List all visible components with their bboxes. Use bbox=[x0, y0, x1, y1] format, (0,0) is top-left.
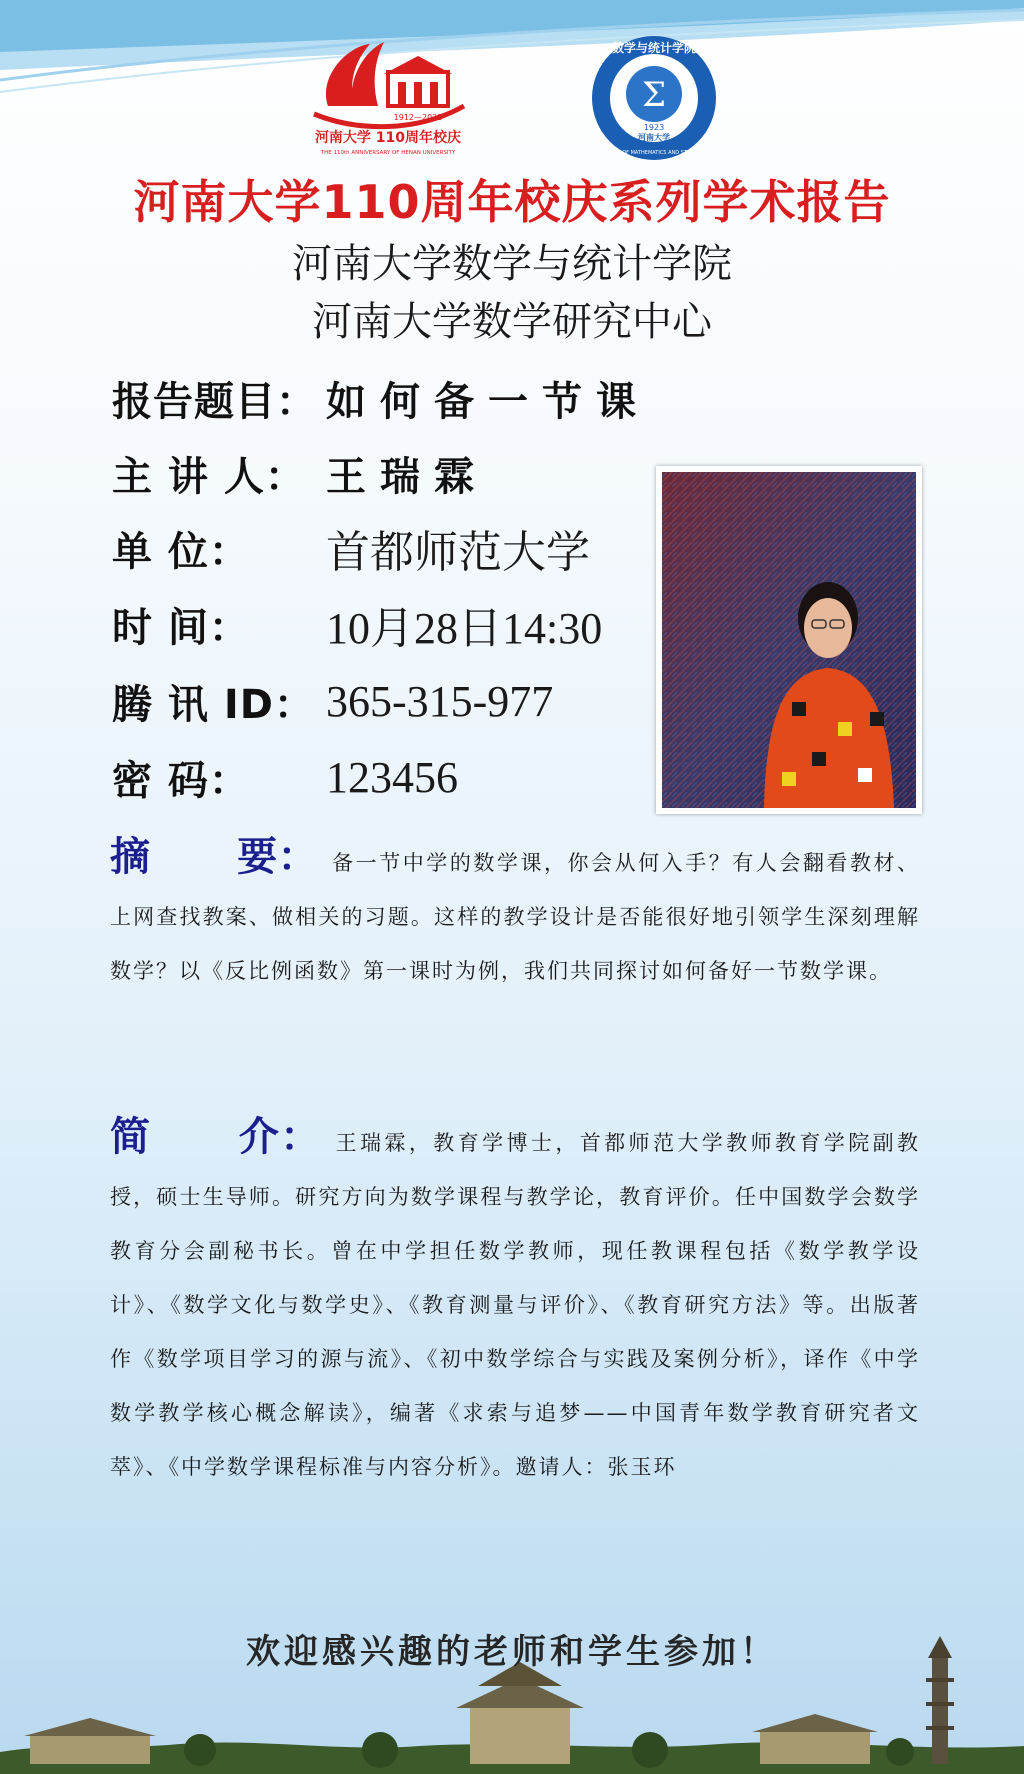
tencent-id-row bbox=[112, 671, 553, 731]
anniversary-logo-years: 1912—2022 bbox=[393, 113, 443, 122]
abstract-heading: 摘 要： bbox=[110, 834, 319, 880]
topic-row bbox=[112, 368, 650, 428]
anniversary-logo bbox=[308, 36, 468, 160]
anniversary-logo-subtitle: THE 110th ANNIVERSARY OF HENAN UNIVERSITY bbox=[320, 150, 456, 156]
abstract-text: 备一节中学的数学课，你会从何入手？有人会翻看教材、上网查找教案、做相关的习题。这样的教学设计是否能很好地引领学生深刻理解数学？以《反比例函数》第一课时为例，我们共同探讨如何备好一节数学课。 bbox=[110, 851, 921, 983]
center-name: 河南大学数学研究中心 bbox=[312, 299, 712, 345]
top-wave-decoration bbox=[0, 0, 1024, 110]
school-logo-text: 数学与统计学院 bbox=[611, 41, 697, 55]
org-label: 单 位： bbox=[112, 528, 250, 575]
anniversary-logo-text: 河南大学 110周年校庆 bbox=[314, 130, 462, 146]
event-title: 河南大学110周年校庆系列学术报告 bbox=[133, 175, 891, 229]
password-value: 123456 bbox=[326, 752, 458, 802]
welcome-message: 欢迎感兴趣的老师和学生参加！ bbox=[246, 1632, 778, 1672]
topic-value: 如何备一节课 bbox=[326, 378, 650, 425]
tencent-id-value: 365-315-977 bbox=[326, 676, 554, 726]
password-label: 密 码： bbox=[112, 757, 250, 804]
school-logo-univ: 河南大学 bbox=[638, 133, 670, 142]
school-logo bbox=[590, 34, 718, 162]
school-name: 河南大学数学与统计学院 bbox=[292, 241, 732, 287]
speaker-label: 主 讲 人： bbox=[112, 453, 306, 500]
password-row bbox=[112, 747, 458, 807]
bio-heading: 简 介： bbox=[110, 1114, 322, 1160]
topic-label: 报告题目： bbox=[112, 378, 317, 425]
abstract-section bbox=[110, 830, 920, 998]
org-row bbox=[112, 518, 590, 578]
school-logo-year: 1923 bbox=[643, 123, 665, 132]
bio-text: 王瑞霖，教育学博士，首都师范大学教师教育学院副教授，硕士生导师。研究方向为数学课程与教学论，教育评价。任中国数学会数学教育分会副秘书长。曾在中学担任数学教师，现任教课程包括《数学教学设计》、《数学文化与数学史》、《教育测量与评价》、《教育研究方法》等。出版著作《数学项目学习的源与流》、《初中数学综合与实践及案例分析》，译作《中学数学教学核心概念解读》，编著《求索与追梦——中国青年数学教育研究者文萃》、《中学数学课程标准与内容分析》。邀请人：张玉环 bbox=[110, 1131, 921, 1479]
school-logo-ring: SCHOOL OF MATHEMATICS AND STATISTICS bbox=[599, 150, 709, 156]
svg-text:Σ: Σ bbox=[641, 75, 667, 115]
tencent-id-label: 腾 讯 ID： bbox=[112, 681, 315, 728]
speaker-row bbox=[112, 443, 488, 503]
time-value: 10月28日14:30 bbox=[326, 604, 603, 653]
speaker-photo bbox=[656, 466, 922, 814]
bio-section bbox=[110, 1110, 920, 1494]
org-value: 首都师范大学 bbox=[326, 528, 590, 577]
time-label: 时 间： bbox=[112, 604, 250, 651]
speaker-value: 王瑞霖 bbox=[326, 453, 488, 500]
time-row bbox=[112, 594, 602, 654]
